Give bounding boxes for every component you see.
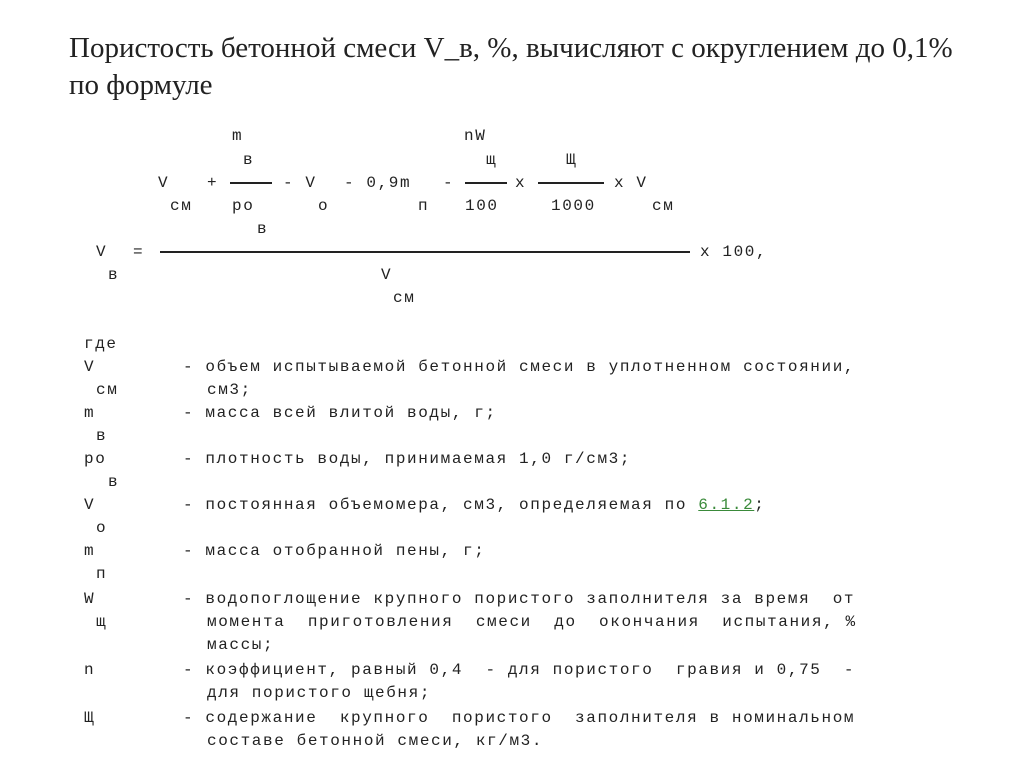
legend-desc-text: - постоянная объемомера, см3, определяемая по — [183, 496, 688, 514]
legend-desc — [183, 497, 766, 513]
legend-symbol: n — [84, 661, 96, 679]
formula-ro-sub: в — [257, 220, 269, 238]
legend-desc: - масса отобранной пены, г; — [183, 542, 486, 560]
formula-1000: 1000 — [551, 197, 596, 215]
formula-100: 100 — [465, 197, 499, 215]
formula-vv-sub: в — [108, 266, 120, 284]
legend-symbol: Щ — [84, 709, 96, 727]
legend-desc: - водопоглощение крупного пористого заполнителя за время от — [183, 590, 856, 608]
formula-times-100: x 100, — [700, 243, 768, 261]
formula-equals: = — [133, 243, 145, 261]
formula-plus: + — [207, 174, 219, 192]
section-link-6-1-2[interactable]: 6.1.2 — [698, 496, 755, 514]
legend-symbol-sub: в — [96, 427, 108, 445]
legend-symbol-sub: щ — [96, 613, 108, 631]
legend-symbol: V — [84, 358, 96, 376]
formula-times-1: x — [515, 174, 527, 192]
legend-desc-cont: массы; — [207, 636, 275, 654]
legend-symbol-sub: в — [108, 473, 120, 491]
legend-desc: - содержание крупного пористого заполнителя в номинальном — [183, 709, 856, 727]
formula-v0-sub: о — [318, 197, 330, 215]
legend-intro: где — [84, 335, 118, 353]
formula-ro: ро — [232, 197, 255, 215]
formula-vv: V — [96, 243, 108, 261]
formula-shch: Щ — [566, 151, 578, 169]
legend-desc-cont: составе бетонной смеси, кг/м3. — [207, 732, 544, 750]
formula-minus-nw: - — [443, 174, 455, 192]
formula-v1-sub: см — [170, 197, 193, 215]
legend-desc-cont: момента приготовления смеси до окончания испытания, % — [207, 613, 857, 631]
formula-v1: V — [158, 174, 170, 192]
formula-m: m — [232, 127, 244, 145]
legend-desc-cont: см3; — [207, 381, 252, 399]
legend-symbol-sub: см — [96, 381, 119, 399]
formula-m-sub: в — [243, 151, 255, 169]
legend-symbol: m — [84, 542, 96, 560]
formula-vsm-sub: см — [393, 289, 416, 307]
legend-symbol: m — [84, 404, 96, 422]
legend-desc-cont: для пористого щебня; — [207, 684, 432, 702]
page-title: Пористость бетонной смеси V_в, %, вычисляют с округлением до 0,1% по формуле — [69, 32, 953, 101]
legend-symbol-sub: п — [96, 565, 108, 583]
formula-times-v: x V — [614, 174, 648, 192]
formula-minus-v0: - V — [283, 174, 317, 192]
legend-symbol: W — [84, 590, 96, 608]
legend-desc: - объем испытываемой бетонной смеси в уплотненном состоянии, — [183, 358, 856, 376]
legend-desc-end: ; — [754, 496, 766, 514]
legend-desc: - масса всей влитой воды, г; — [183, 404, 497, 422]
legend-desc: - плотность воды, принимаемая 1,0 г/см3; — [183, 450, 632, 468]
formula-minus-mp: - 0,9m — [344, 174, 412, 192]
legend-desc: - коэффициент, равный 0,4 - для пористого гравия и 0,75 - — [183, 661, 856, 679]
formula-vsm: V — [381, 266, 393, 284]
formula-mp-sub: п — [418, 197, 430, 215]
legend-symbol-sub: о — [96, 519, 108, 537]
formula-nw-sub: щ — [486, 151, 498, 169]
formula-v2-sub: см — [652, 197, 675, 215]
formula-nw: nW — [464, 127, 487, 145]
legend-symbol: ро — [84, 450, 107, 468]
legend-symbol: V — [84, 496, 96, 514]
